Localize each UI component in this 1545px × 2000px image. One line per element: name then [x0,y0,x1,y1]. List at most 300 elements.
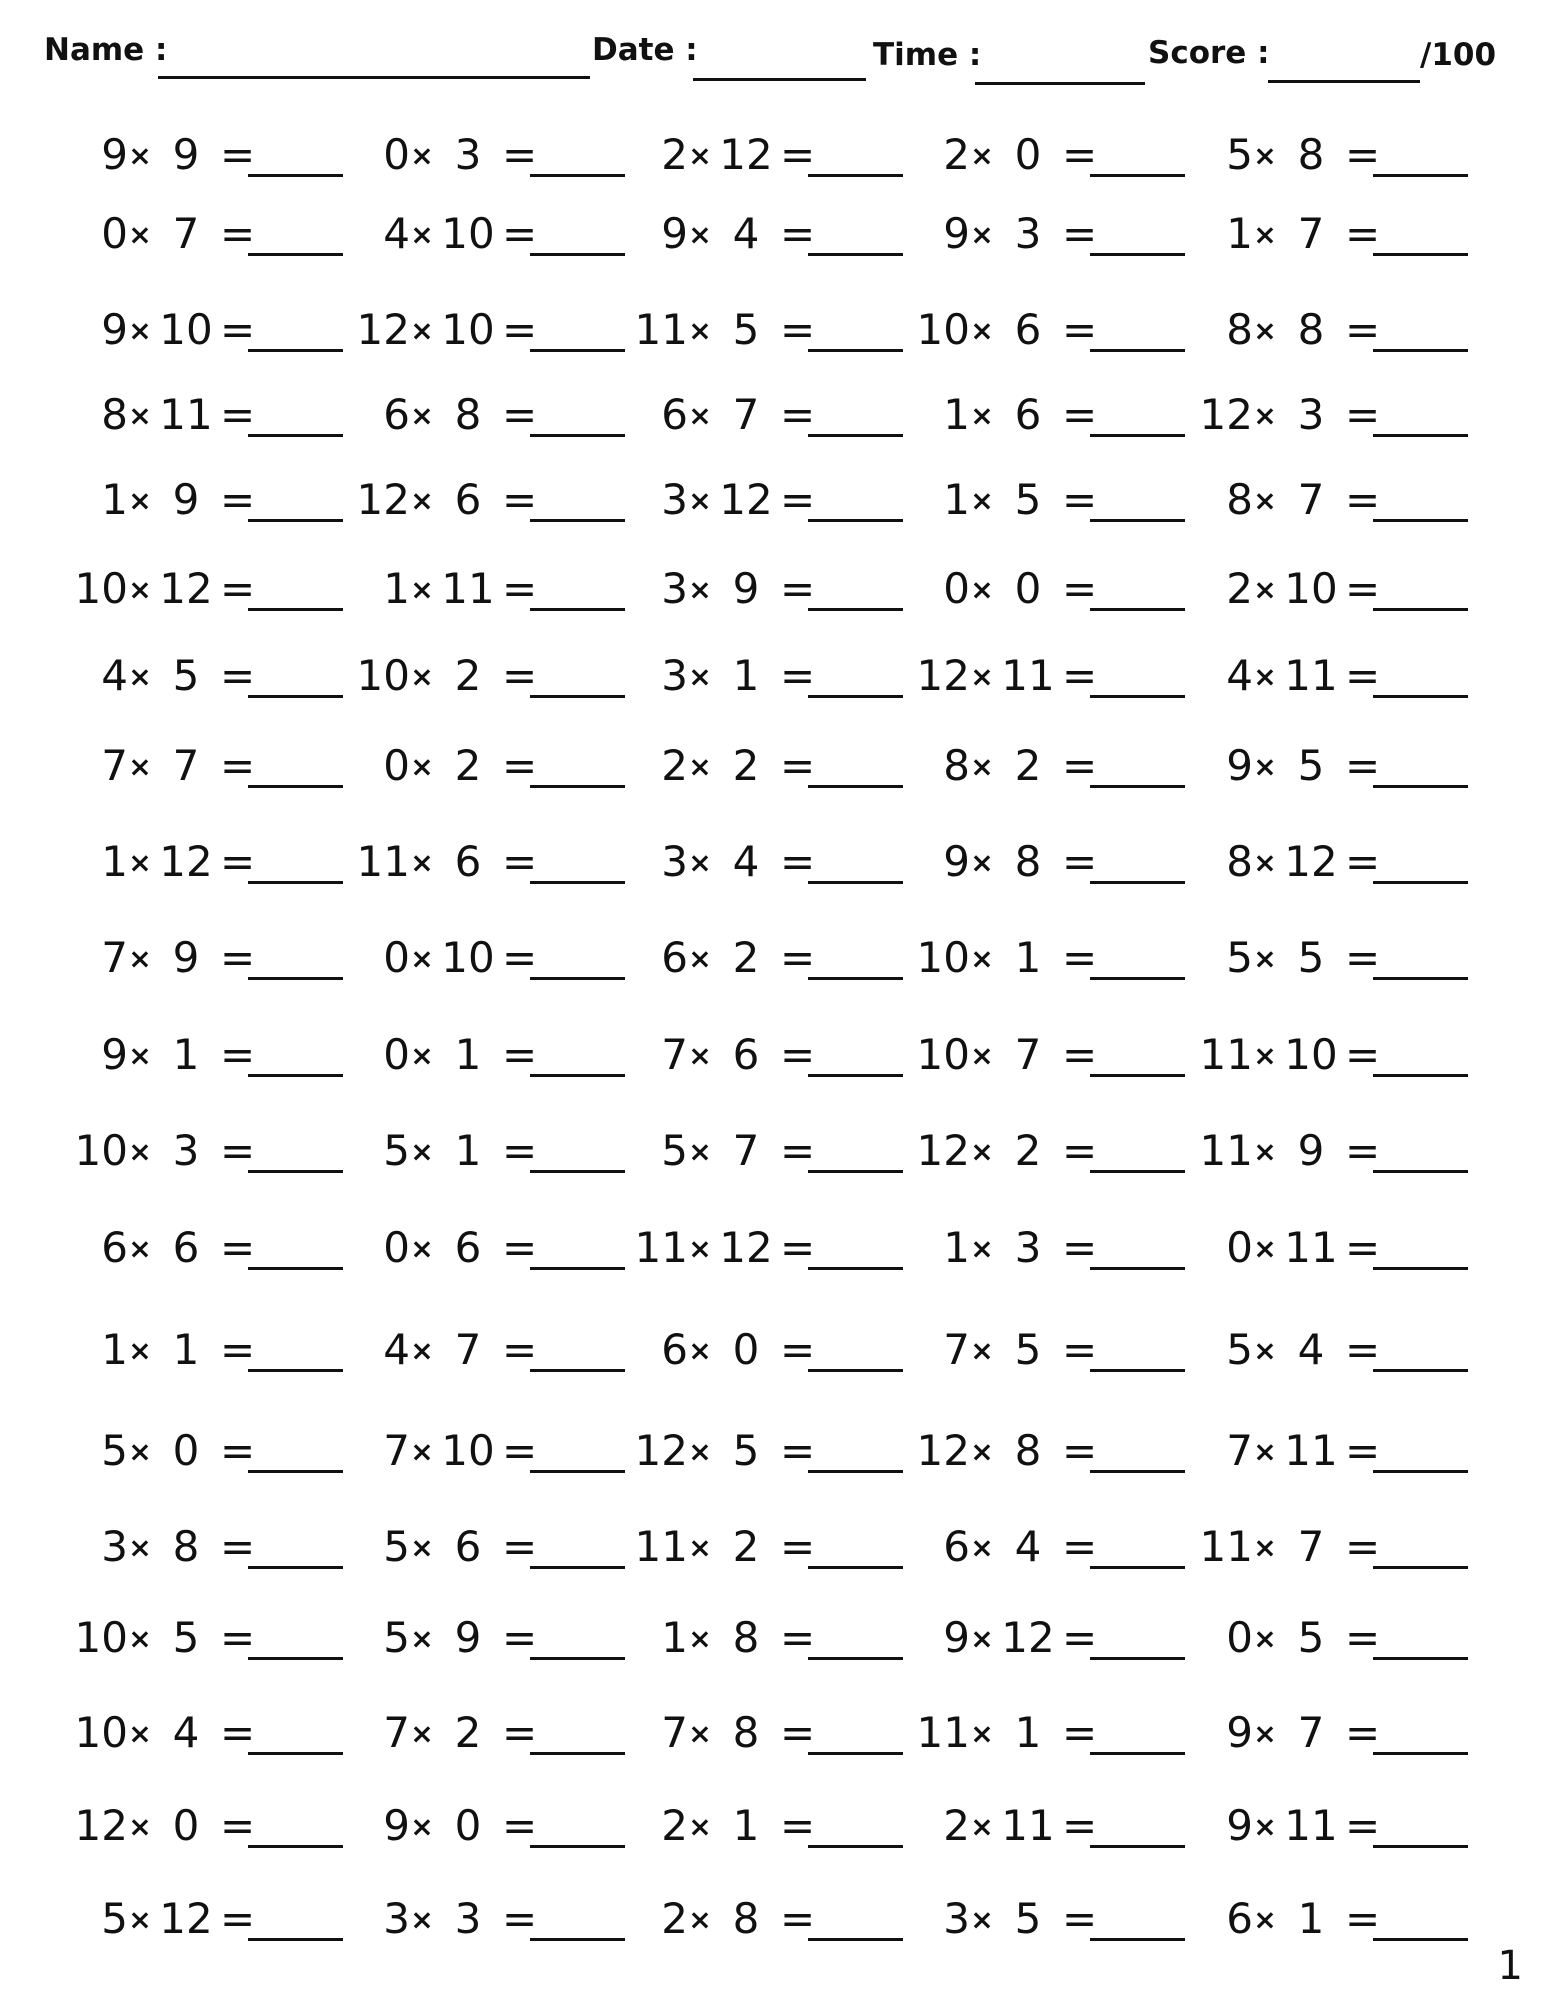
equals-sign: = [502,475,538,524]
factor-a: 5 [383,1126,410,1175]
answer-blank[interactable] [808,349,903,352]
answer-blank[interactable] [808,1369,903,1372]
multiplication-problem [68,1426,348,1486]
answer-blank[interactable] [1090,1170,1185,1173]
equals-sign: = [502,1894,538,1943]
answer-blank[interactable] [248,1470,343,1473]
multiplication-problem [628,933,908,993]
problem-row [0,475,1545,535]
equals-sign: = [780,390,816,439]
factor-a: 10 [74,1708,128,1757]
factor-b: 4 [732,209,760,258]
problem-row [0,1894,1545,1954]
factor-b: 7 [172,209,200,258]
answer-blank[interactable] [530,1845,625,1848]
equals-sign: = [780,1030,816,1079]
factor-a: 6 [943,1522,970,1571]
answer-blank[interactable] [530,881,625,884]
factor-b: 12 [719,130,773,179]
equals-sign: = [780,1522,816,1571]
answer-blank[interactable] [808,1657,903,1660]
answer-blank[interactable] [1090,977,1185,980]
times-sign: × [688,1334,712,1367]
factor-b: 2 [454,1708,482,1757]
equals-sign: = [780,130,816,179]
answer-blank[interactable] [248,608,343,611]
answer-blank[interactable] [530,977,625,980]
factor-b: 6 [454,837,482,886]
answer-blank[interactable] [530,1267,625,1270]
times-sign: × [410,1039,434,1072]
multiplication-problem [628,837,908,897]
answer-blank[interactable] [1090,695,1185,698]
times-sign: × [410,1903,434,1936]
equals-sign: = [780,1613,816,1662]
multiplication-problem [628,475,908,535]
multiplication-problem [68,475,348,535]
answer-blank[interactable] [1090,881,1185,884]
answer-blank[interactable] [1090,434,1185,437]
times-sign: × [410,942,434,975]
answer-blank[interactable] [1373,519,1468,522]
times-sign: × [970,1435,994,1468]
factor-a: 7 [101,741,128,790]
times-sign: × [970,399,994,432]
problem-row [0,1426,1545,1486]
answer-blank[interactable] [530,349,625,352]
answer-blank[interactable] [248,1938,343,1941]
answer-blank[interactable] [248,1074,343,1077]
times-sign: × [410,1435,434,1468]
answer-blank[interactable] [530,785,625,788]
factor-b: 10 [441,305,495,354]
factor-b: 8 [732,1708,760,1757]
answer-blank[interactable] [1090,1074,1185,1077]
answer-blank[interactable] [530,695,625,698]
factor-b: 0 [1014,564,1042,613]
multiplication-problem [910,475,1190,535]
answer-blank[interactable] [248,977,343,980]
equals-sign: = [220,1894,256,1943]
answer-blank[interactable] [808,253,903,256]
factor-a: 9 [1226,1708,1253,1757]
answer-blank[interactable] [1373,1938,1468,1941]
factor-b: 5 [732,1426,760,1475]
factor-b: 6 [1014,390,1042,439]
factor-a: 12 [74,1801,128,1850]
times-sign: × [128,660,152,693]
factor-a: 8 [943,741,970,790]
answer-blank[interactable] [248,349,343,352]
answer-blank[interactable] [1373,253,1468,256]
times-sign: × [1253,1903,1277,1936]
answer-blank[interactable] [248,1267,343,1270]
times-sign: × [970,750,994,783]
equals-sign: = [1345,1894,1381,1943]
multiplication-problem [910,305,1190,365]
factor-a: 0 [101,209,128,258]
answer-blank[interactable] [530,1369,625,1372]
times-sign: × [410,660,434,693]
multiplication-problem [910,209,1190,269]
times-sign: × [128,484,152,517]
times-sign: × [688,1531,712,1564]
multiplication-problem [350,1223,630,1283]
answer-blank[interactable] [1373,1566,1468,1569]
times-sign: × [410,484,434,517]
answer-blank[interactable] [1373,881,1468,884]
times-sign: × [128,399,152,432]
times-sign: × [1253,1135,1277,1168]
answer-blank[interactable] [1090,1752,1185,1755]
answer-blank[interactable] [1373,695,1468,698]
times-sign: × [970,1135,994,1168]
equals-sign: = [1062,1325,1098,1374]
factor-a: 0 [383,1223,410,1272]
answer-blank[interactable] [248,253,343,256]
answer-blank[interactable] [1373,434,1468,437]
times-sign: × [970,1334,994,1367]
factor-b: 1 [732,651,760,700]
equals-sign: = [502,1223,538,1272]
multiplication-problem [68,564,348,624]
multiplication-problem [350,1894,630,1954]
equals-sign: = [780,933,816,982]
answer-blank[interactable] [808,519,903,522]
factor-a: 10 [74,1126,128,1175]
multiplication-problem [68,1030,348,1090]
answer-blank[interactable] [530,434,625,437]
answer-blank[interactable] [1373,608,1468,611]
factor-a: 9 [383,1801,410,1850]
multiplication-problem [1193,1030,1473,1090]
factor-a: 11 [634,1522,688,1571]
multiplication-problem [350,209,630,269]
answer-blank[interactable] [530,1566,625,1569]
answer-blank[interactable] [1373,1470,1468,1473]
times-sign: × [128,942,152,975]
factor-a: 9 [661,209,688,258]
factor-a: 0 [383,130,410,179]
times-sign: × [410,1717,434,1750]
answer-blank[interactable] [808,174,903,177]
factor-b: 5 [1014,1325,1042,1374]
equals-sign: = [1062,130,1098,179]
equals-sign: = [1345,130,1381,179]
answer-blank[interactable] [248,1752,343,1755]
answer-blank[interactable] [808,785,903,788]
equals-sign: = [502,651,538,700]
times-sign: × [1253,660,1277,693]
equals-sign: = [1062,837,1098,886]
multiplication-problem [1193,1894,1473,1954]
factor-a: 8 [1226,305,1253,354]
multiplication-problem [910,390,1190,450]
answer-blank[interactable] [530,1074,625,1077]
answer-blank[interactable] [808,1566,903,1569]
multiplication-problem [628,1708,908,1768]
factor-a: 4 [1226,651,1253,700]
answer-blank[interactable] [808,881,903,884]
equals-sign: = [1062,651,1098,700]
answer-blank[interactable] [1373,1369,1468,1372]
multiplication-problem [910,1708,1190,1768]
multiplication-problem [910,1522,1190,1582]
multiplication-problem [628,1894,908,1954]
answer-blank[interactable] [1373,785,1468,788]
answer-blank[interactable] [1373,174,1468,177]
factor-b: 12 [719,475,773,524]
multiplication-problem [910,1426,1190,1486]
answer-blank[interactable] [530,1170,625,1173]
answer-blank[interactable] [248,881,343,884]
factor-a: 3 [943,1894,970,1943]
answer-blank[interactable] [808,608,903,611]
factor-a: 0 [383,1030,410,1079]
factor-a: 5 [383,1522,410,1571]
times-sign: × [688,573,712,606]
factor-b: 5 [172,1613,200,1662]
factor-a: 7 [383,1708,410,1757]
factor-b: 11 [441,564,495,613]
equals-sign: = [1345,305,1381,354]
problem-row [0,1126,1545,1186]
problem-row [0,564,1545,624]
answer-blank[interactable] [530,253,625,256]
multiplication-problem [350,1801,630,1861]
multiplication-problem [910,564,1190,624]
factor-b: 5 [1297,741,1325,790]
factor-b: 2 [454,651,482,700]
factor-a: 4 [383,209,410,258]
factor-b: 7 [1297,475,1325,524]
equals-sign: = [1345,209,1381,258]
answer-blank[interactable] [248,695,343,698]
multiplication-problem [910,1030,1190,1090]
equals-sign: = [780,475,816,524]
factor-b: 10 [159,305,213,354]
answer-blank[interactable] [248,434,343,437]
multiplication-problem [1193,1223,1473,1283]
times-sign: × [410,1622,434,1655]
factor-b: 6 [454,1223,482,1272]
equals-sign: = [220,1223,256,1272]
multiplication-problem [68,1223,348,1283]
equals-sign: = [220,390,256,439]
answer-blank[interactable] [808,1267,903,1270]
answer-blank[interactable] [1090,1657,1185,1660]
times-sign: × [1253,1039,1277,1072]
answer-blank[interactable] [1090,1267,1185,1270]
times-sign: × [688,750,712,783]
factor-b: 2 [1014,741,1042,790]
factor-a: 6 [661,390,688,439]
answer-blank[interactable] [808,1752,903,1755]
factor-a: 9 [1226,1801,1253,1850]
problem-row [0,209,1545,269]
factor-b: 12 [159,564,213,613]
factor-b: 5 [1297,1613,1325,1662]
answer-blank[interactable] [530,174,625,177]
answer-blank[interactable] [530,1470,625,1473]
answer-blank[interactable] [808,1938,903,1941]
factor-a: 6 [1226,1894,1253,1943]
factor-a: 11 [1199,1030,1253,1079]
answer-blank[interactable] [1373,1074,1468,1077]
times-sign: × [970,1903,994,1936]
answer-blank[interactable] [530,1657,625,1660]
times-sign: × [970,1622,994,1655]
answer-blank[interactable] [530,1938,625,1941]
answer-blank[interactable] [1373,977,1468,980]
multiplication-problem [68,1894,348,1954]
answer-blank[interactable] [248,519,343,522]
answer-blank[interactable] [1090,1470,1185,1473]
answer-blank[interactable] [530,1752,625,1755]
factor-b: 1 [454,1030,482,1079]
factor-b: 2 [1014,1126,1042,1175]
answer-blank[interactable] [1090,253,1185,256]
multiplication-problem [628,564,908,624]
multiplication-problem [68,305,348,365]
problem-row [0,1708,1545,1768]
answer-blank[interactable] [1373,1845,1468,1848]
answer-blank[interactable] [248,174,343,177]
factor-b: 9 [1297,1126,1325,1175]
factor-b: 3 [454,1894,482,1943]
factor-a: 1 [943,390,970,439]
factor-b: 6 [454,475,482,524]
times-sign: × [410,1135,434,1168]
multiplication-problem [628,1325,908,1385]
equals-sign: = [1062,475,1098,524]
equals-sign: = [1062,741,1098,790]
answer-blank[interactable] [1090,608,1185,611]
answer-blank[interactable] [248,1369,343,1372]
answer-blank[interactable] [248,1566,343,1569]
factor-a: 11 [634,305,688,354]
times-sign: × [688,846,712,879]
times-sign: × [970,1531,994,1564]
multiplication-problem [1193,209,1473,269]
times-sign: × [1253,1334,1277,1367]
equals-sign: = [1345,1801,1381,1850]
factor-b: 5 [732,305,760,354]
factor-a: 3 [661,564,688,613]
multiplication-problem [1193,1522,1473,1582]
factor-b: 3 [1014,1223,1042,1272]
factor-b: 12 [719,1223,773,1272]
answer-blank[interactable] [1090,349,1185,352]
answer-blank[interactable] [808,434,903,437]
answer-blank[interactable] [1090,1938,1185,1941]
times-sign: × [688,218,712,251]
times-sign: × [128,1039,152,1072]
factor-a: 11 [634,1223,688,1272]
multiplication-problem [1193,1708,1473,1768]
times-sign: × [128,573,152,606]
times-sign: × [128,846,152,879]
equals-sign: = [220,564,256,613]
factor-a: 12 [356,305,410,354]
answer-blank[interactable] [1090,1369,1185,1372]
factor-a: 11 [356,837,410,886]
factor-a: 4 [101,651,128,700]
multiplication-problem [350,1708,630,1768]
multiplication-problem [628,390,908,450]
problem-row [0,651,1545,711]
equals-sign: = [1345,1030,1381,1079]
answer-blank[interactable] [530,608,625,611]
times-sign: × [128,1810,152,1843]
times-sign: × [970,1232,994,1265]
answer-blank[interactable] [248,1845,343,1848]
times-sign: × [688,399,712,432]
answer-blank[interactable] [1373,1170,1468,1173]
answer-blank[interactable] [1373,1657,1468,1660]
answer-blank[interactable] [808,1170,903,1173]
times-sign: × [970,218,994,251]
answer-blank[interactable] [248,785,343,788]
answer-blank[interactable] [1090,1566,1185,1569]
answer-blank[interactable] [1373,349,1468,352]
multiplication-problem [1193,933,1473,993]
answer-blank[interactable] [808,1470,903,1473]
factor-a: 5 [661,1126,688,1175]
factor-b: 8 [1014,1426,1042,1475]
times-sign: × [688,314,712,347]
multiplication-problem [350,390,630,450]
equals-sign: = [502,390,538,439]
answer-blank[interactable] [1090,1845,1185,1848]
factor-b: 9 [172,933,200,982]
answer-blank[interactable] [1090,174,1185,177]
factor-b: 7 [732,1126,760,1175]
answer-blank[interactable] [808,1074,903,1077]
factor-a: 9 [101,1030,128,1079]
factor-a: 2 [661,1894,688,1943]
multiplication-problem [350,1126,630,1186]
answer-blank[interactable] [248,1170,343,1173]
equals-sign: = [220,1126,256,1175]
multiplication-problem [1193,837,1473,897]
factor-a: 5 [101,1426,128,1475]
factor-b: 7 [732,390,760,439]
factor-a: 9 [101,305,128,354]
equals-sign: = [502,1426,538,1475]
multiplication-problem [628,1426,908,1486]
answer-blank[interactable] [1090,785,1185,788]
equals-sign: = [220,305,256,354]
factor-a: 4 [383,1325,410,1374]
factor-a: 0 [383,741,410,790]
answer-blank[interactable] [248,1657,343,1660]
answer-blank[interactable] [808,977,903,980]
multiplication-problem [350,1426,630,1486]
answer-blank[interactable] [808,695,903,698]
times-sign: × [688,942,712,975]
answer-blank[interactable] [1090,519,1185,522]
equals-sign: = [780,741,816,790]
factor-a: 8 [101,390,128,439]
answer-blank[interactable] [808,1845,903,1848]
equals-sign: = [502,209,538,258]
answer-blank[interactable] [1373,1752,1468,1755]
answer-blank[interactable] [530,519,625,522]
factor-b: 11 [1001,651,1055,700]
equals-sign: = [502,305,538,354]
answer-blank[interactable] [1373,1267,1468,1270]
